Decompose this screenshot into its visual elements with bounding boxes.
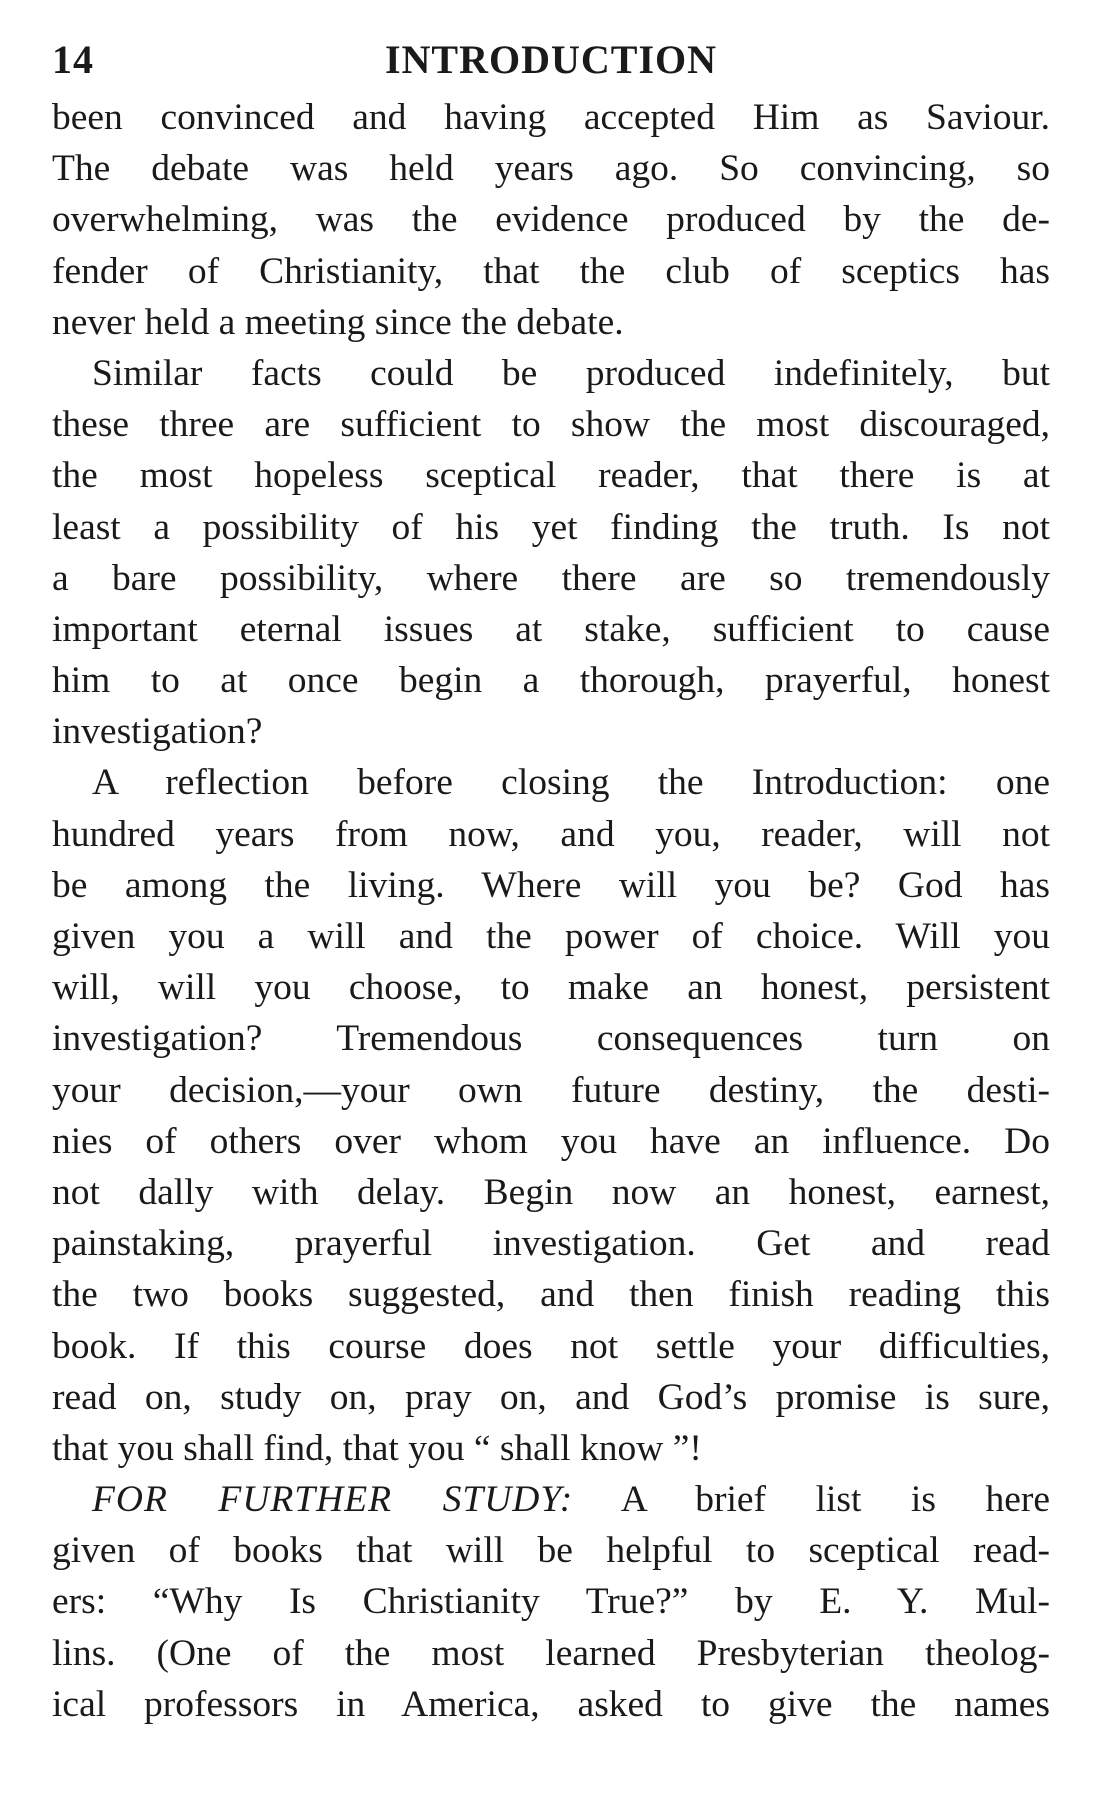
text-line: important eternal issues at stake, sufficient to cause bbox=[52, 608, 1050, 650]
text-line: a bare possibility, where there are so tremendously bbox=[52, 557, 1050, 599]
text-line: fender of Christianity, that the club of sceptics has bbox=[52, 250, 1050, 292]
running-head bbox=[52, 30, 1050, 86]
further-study-heading-line bbox=[52, 1474, 1050, 1525]
text-line: overwhelming, was the evidence produced by the de- bbox=[52, 199, 1050, 241]
text-line: nies of others over whom you have an influence. Do bbox=[52, 1120, 1050, 1162]
text-line: The debate was held years ago. So convincing, so bbox=[52, 148, 1050, 190]
further-study-text: A brief list is here bbox=[573, 1479, 1050, 1521]
text-line: ical professors in America, asked to give the names bbox=[52, 1683, 1050, 1725]
text-line: read on, study on, pray on, and God’s promise is sure, bbox=[52, 1376, 1050, 1418]
body-text bbox=[52, 92, 1050, 1730]
text-line: your decision,—your own future destiny, the desti- bbox=[52, 1069, 1050, 1111]
text-line: the most hopeless sceptical reader, that there is at bbox=[52, 455, 1050, 497]
running-title: INTRODUCTION bbox=[384, 37, 718, 82]
text-line: been convinced and having accepted Him as Saviour. bbox=[52, 97, 1050, 138]
text-line: investigation? Tremendous consequences turn on bbox=[52, 1018, 1050, 1060]
text-line: investigation? bbox=[52, 711, 263, 753]
text-line: be among the living. Where will you be? God has bbox=[52, 864, 1050, 906]
text-line: will, will you choose, to make an honest, persistent bbox=[52, 967, 1050, 1009]
text-line: lins. (One of the most learned Presbyterian theolog- bbox=[52, 1632, 1050, 1674]
text-line: hundred years from now, and you, reader, will not bbox=[52, 813, 1050, 855]
text-line: given of books that will be helpful to sceptical read- bbox=[52, 1530, 1050, 1572]
text-line: the two books suggested, and then finish reading this bbox=[52, 1274, 1050, 1316]
text-line: painstaking, prayerful investigation. Get and read bbox=[52, 1223, 1050, 1265]
text-line: these three are sufficient to show the most discouraged, bbox=[52, 404, 1050, 446]
text-line: book. If this course does not settle your difficulties, bbox=[52, 1325, 1050, 1367]
paragraph-first-line: A reflection before closing the Introduction: one bbox=[92, 762, 1050, 804]
text-line: him to at once begin a thorough, prayerful, honest bbox=[52, 660, 1050, 702]
text-line: least a possibility of his yet finding the truth. Is not bbox=[52, 506, 1050, 548]
text-line: that you shall find, that you “ shall know ”! bbox=[52, 1427, 702, 1469]
paragraph-first-line: Similar facts could be produced indefinitely, but bbox=[92, 352, 1050, 394]
further-study-label: FOR FURTHER STUDY: bbox=[92, 1479, 574, 1521]
text-line: never held a meeting since the debate. bbox=[52, 301, 624, 343]
page-number: 14 bbox=[52, 37, 94, 82]
text-line: ers: “Why Is Christianity True?” by E. Y. Mul- bbox=[52, 1581, 1050, 1623]
text-line: given you a will and the power of choice. Will you bbox=[52, 916, 1050, 957]
text-line: not dally with delay. Begin now an honest, earnest, bbox=[52, 1171, 1050, 1213]
book-page bbox=[52, 30, 1050, 1730]
